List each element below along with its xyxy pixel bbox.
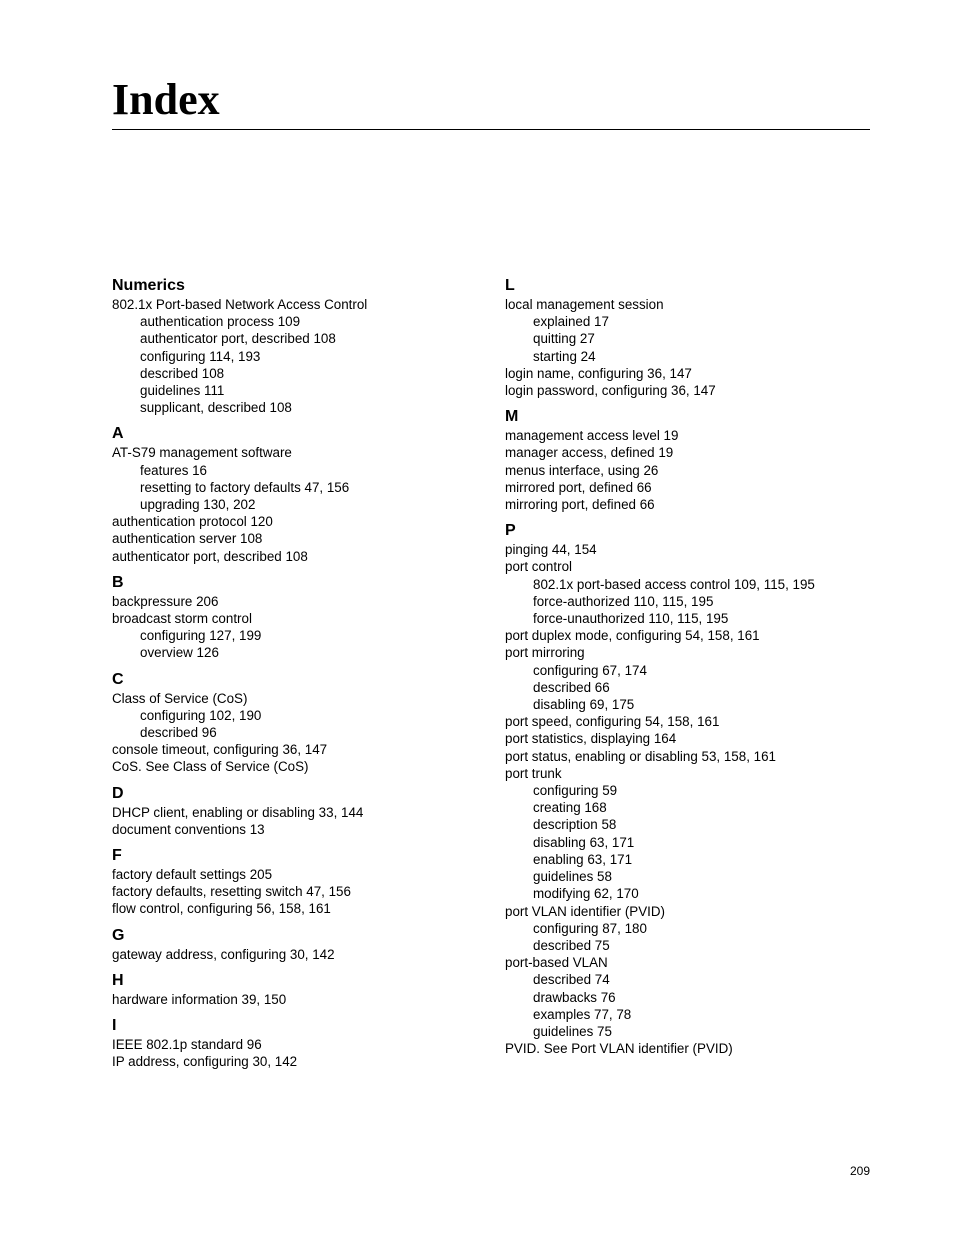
index-entry: Class of Service (CoS) [112,690,248,706]
index-section-numerics [112,276,492,416]
index-subentry: guidelines 75 [533,1023,612,1039]
index-subentry: guidelines 58 [533,869,612,885]
index-section-h [112,971,492,1008]
index-entry: mirrored port, defined 66 [505,479,652,495]
index-subentry: enabling 63, 171 [533,851,633,867]
index-entry: flow control, configuring 56, 158, 161 [112,901,331,917]
index-entry: PVID. See Port VLAN identifier (PVID) [505,1041,733,1057]
index-entry: port status, enabling or disabling 53, 158, 161 [505,748,776,764]
index-subentry: configuring 67, 174 [533,662,647,678]
page-title: Index [112,75,220,124]
index-section-c [112,670,492,776]
index-entry: console timeout, configuring 36, 147 [112,742,328,758]
index-subentry: configuring 127, 199 [140,628,262,644]
index-entry: management access level 19 [505,428,679,444]
index-section-d [112,784,492,838]
section-heading: D [112,784,124,802]
index-subentry: configuring 114, 193 [140,348,261,364]
section-heading: Numerics [112,277,185,294]
index-subentry: examples 77, 78 [533,1006,632,1022]
index-entry: backpressure 206 [112,593,219,609]
index-entry: port VLAN identifier (PVID) [505,903,666,919]
index-entry: authentication protocol 120 [112,514,273,530]
section-heading: I [112,1017,117,1035]
index-column-left [112,276,492,1079]
index-subentry: disabling 63, 171 [533,834,635,850]
index-entry: port speed, configuring 54, 158, 161 [505,714,720,730]
index-subentry: described 108 [140,365,225,381]
index-section-m [505,407,885,513]
index-entry: hardware information 39, 150 [112,991,287,1007]
section-heading: F [112,847,122,865]
index-subentry: authentication process 109 [140,314,301,330]
index-subentry: drawbacks 76 [533,989,616,1005]
index-section-i [112,1016,492,1070]
index-subentry: configuring 102, 190 [140,707,262,723]
index-subentry: quitting 27 [533,331,595,347]
index-subentry: described 75 [533,937,610,953]
index-entry: factory defaults, resetting switch 47, 156 [112,884,351,900]
section-heading: L [505,277,515,294]
index-subentry: force-unauthorized 110, 115, 195 [533,611,729,627]
index-section-l [505,276,885,399]
index-subentry: described 74 [533,972,610,988]
index-entry: port statistics, displaying 164 [505,731,677,747]
index-subentry: explained 17 [533,314,609,330]
index-entry: 802.1x Port-based Network Access Control [112,297,368,312]
index-entry: port control [505,559,572,575]
section-heading: A [112,425,124,443]
index-entry: port duplex mode, configuring 54, 158, 161 [505,628,760,644]
index-entry: port mirroring [505,645,585,661]
index-subentry: disabling 69, 175 [533,697,635,713]
index-subentry: upgrading 130, 202 [140,497,256,513]
index-entry: IP address, configuring 30, 142 [112,1054,298,1070]
index-entry: DHCP client, enabling or disabling 33, 144 [112,804,364,820]
index-subentry: configuring 87, 180 [533,920,647,936]
index-entry: factory default settings 205 [112,867,273,883]
index-section-b [112,573,492,662]
index-section-a [112,424,492,564]
index-subentry: force-authorized 110, 115, 195 [533,593,714,609]
section-heading: G [112,926,125,944]
section-heading: M [505,408,519,426]
index-entry: authenticator port, described 108 [112,548,308,564]
index-entry: menus interface, using 26 [505,462,659,478]
index-subentry: configuring 59 [533,783,618,799]
index-subentry: creating 168 [533,800,607,816]
index-subentry: described 96 [140,725,217,741]
index-entry: broadcast storm control [112,611,252,627]
index-entry: IEEE 802.1p standard 96 [112,1037,262,1053]
title-rule [112,129,870,130]
index-subentry: supplicant, described 108 [140,400,292,416]
index-subentry: authenticator port, described 108 [140,331,336,347]
index-subentry: 802.1x port-based access control 109, 115, 195 [533,576,815,592]
index-column-right [505,276,885,1065]
index-subentry: overview 126 [140,645,219,661]
index-entry: mirroring port, defined 66 [505,497,655,513]
section-heading: P [505,522,516,540]
index-entry: CoS. See Class of Service (CoS) [112,759,309,775]
index-section-p [505,521,885,1057]
index-entry: authentication server 108 [112,531,263,547]
index-entry: gateway address, configuring 30, 142 [112,946,335,962]
index-subentry: features 16 [140,462,207,478]
index-entry: local management session [505,297,664,312]
index-section-f [112,846,492,918]
index-subentry: described 66 [533,679,610,695]
index-entry: pinging 44, 154 [505,542,597,558]
index-entry: manager access, defined 19 [505,445,674,461]
index-subentry: modifying 62, 170 [533,886,639,902]
index-entry: AT-S79 management software [112,445,292,461]
index-entry: login name, configuring 36, 147 [505,365,692,381]
index-subentry: description 58 [533,817,617,833]
index-entry: port trunk [505,765,562,781]
index-section-g [112,926,492,963]
index-entry: port-based VLAN [505,955,608,971]
index-entry: login password, configuring 36, 147 [505,383,716,399]
section-heading: H [112,971,124,989]
page-number: 209 [849,1164,870,1178]
index-entry: document conventions 13 [112,821,265,837]
index-subentry: starting 24 [533,348,596,364]
index-subentry: guidelines 111 [140,383,225,399]
index-subentry: resetting to factory defaults 47, 156 [140,479,350,495]
section-heading: C [112,670,124,688]
section-heading: B [112,573,124,591]
